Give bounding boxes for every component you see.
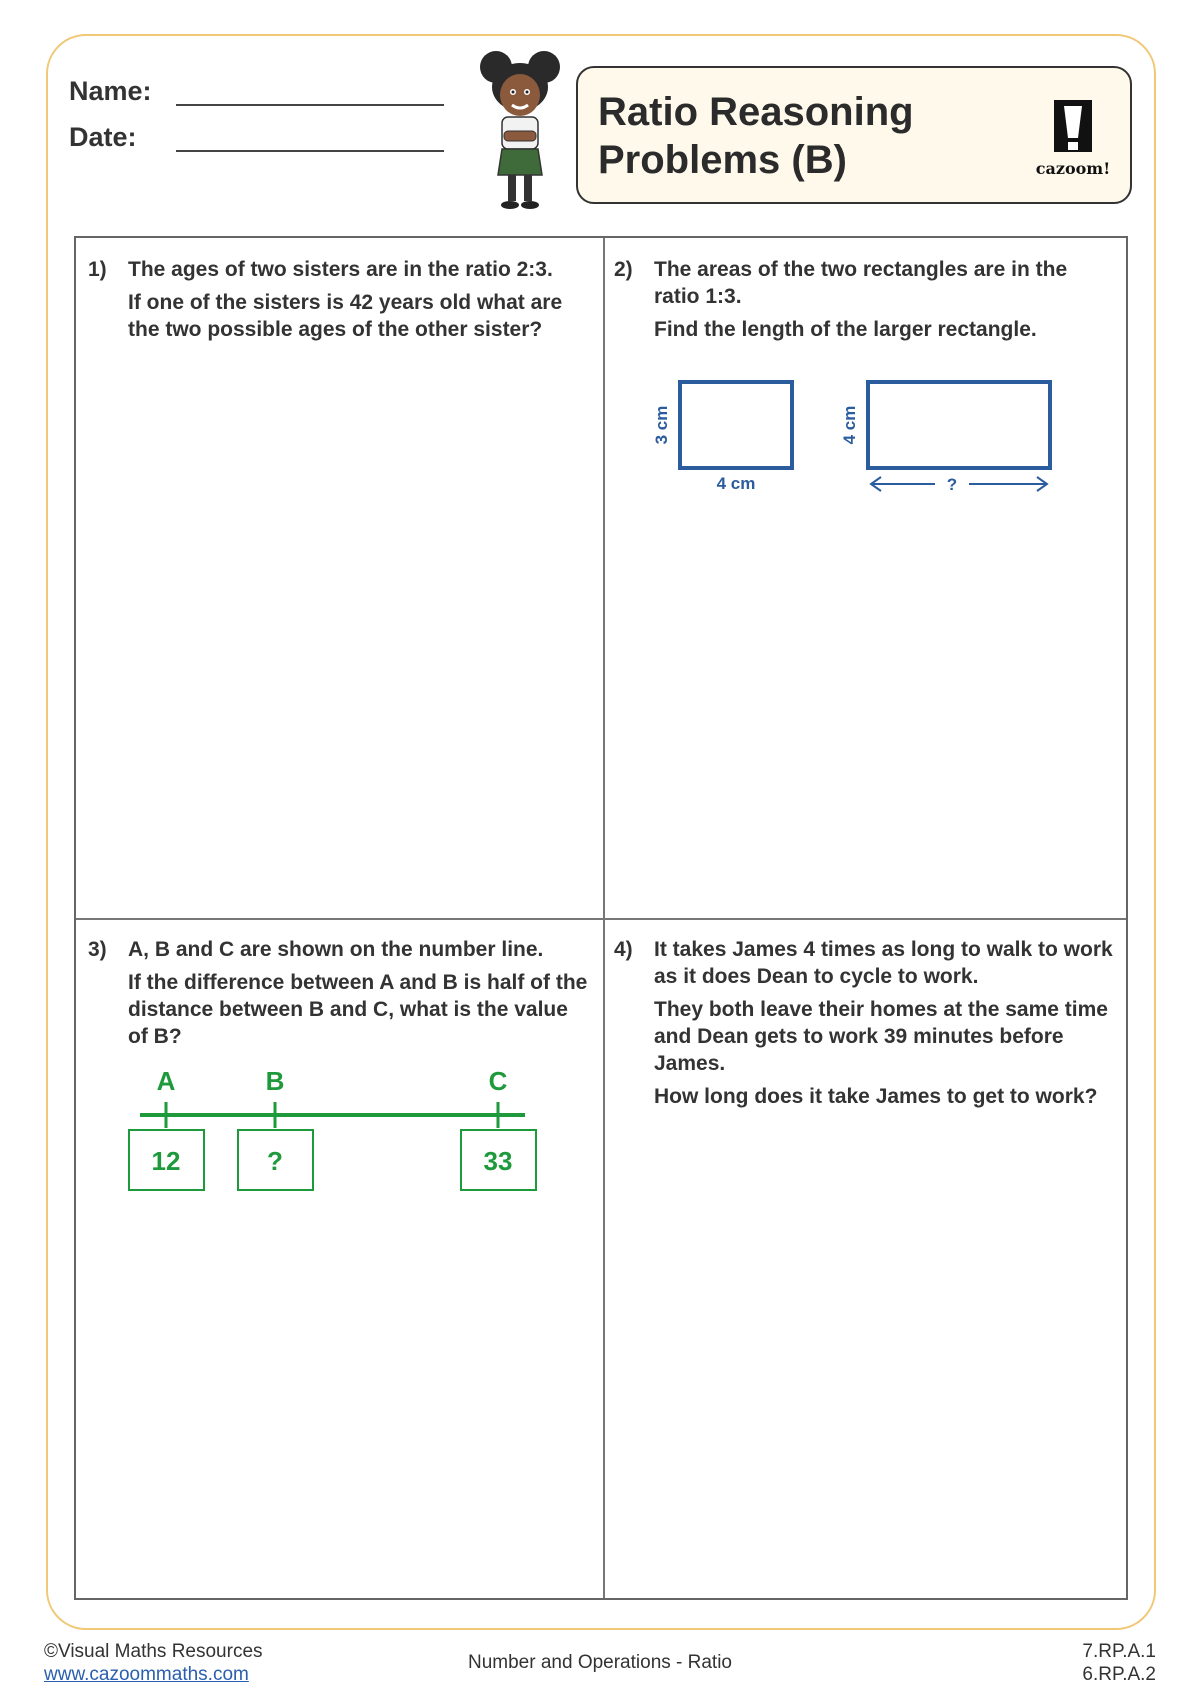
grid-divider-horizontal <box>76 918 1126 920</box>
question-number: 3) <box>88 938 107 961</box>
question-number: 2) <box>614 258 633 281</box>
question-paragraph: The areas of the two rectangles are in the ratio 1:3. <box>654 258 1068 308</box>
small-rectangle <box>680 382 792 468</box>
question-paragraph: They both leave their homes at the same time and Dean gets to work 39 minutes before James. <box>654 998 1108 1075</box>
website-link[interactable]: www.cazoommaths.com <box>44 1664 249 1685</box>
logo-text: cazoom! <box>1035 159 1111 178</box>
name-label: Name: <box>69 76 152 106</box>
question-paragraph: How long does it take James to get to work? <box>654 1085 1098 1108</box>
question-paragraph: The ages of two sisters are in the ratio 2:3. <box>128 258 553 281</box>
rectangles-diagram <box>645 370 1065 500</box>
question-paragraph: A, B and C are shown on the number line. <box>128 938 544 961</box>
question-number: 4) <box>614 938 633 961</box>
name-field[interactable] <box>176 104 444 106</box>
cartoon-girl-illustration <box>460 45 580 215</box>
point-label-b: B <box>265 1066 285 1096</box>
point-value-a: 12 <box>151 1146 181 1176</box>
point-label-c: C <box>488 1066 508 1096</box>
question-text <box>654 936 1114 1116</box>
question-number: 1) <box>88 258 107 281</box>
standard-code: 6.RP.A.2 <box>1082 1664 1156 1685</box>
logo-icon <box>1030 98 1116 156</box>
question-paragraph: If one of the sisters is 42 years old what are the two possible ages of the other sister? <box>128 291 563 341</box>
question-text <box>128 936 588 1056</box>
date-label: Date: <box>69 122 137 152</box>
point-value-c: 33 <box>483 1146 513 1176</box>
small-width-label: 4 cm <box>716 474 756 493</box>
large-width-label: ? <box>946 475 958 494</box>
question-paragraph: It takes James 4 times as long to walk to work as it does Dean to cycle to work. <box>654 938 1113 988</box>
question-paragraph: If the difference between A and B is half of the distance between B and C, what is the value of B? <box>128 971 588 1048</box>
cazoom-logo <box>1030 98 1116 178</box>
question-text <box>654 256 1114 349</box>
footer-standards <box>1082 1640 1156 1686</box>
small-height-label: 3 cm <box>652 405 671 445</box>
footer-topic: Number and Operations - Ratio <box>467 1652 732 1673</box>
title-box <box>576 66 1132 204</box>
title-line-2: Problems (B) <box>598 138 847 182</box>
question-text <box>128 256 568 349</box>
number-line-diagram <box>120 1060 560 1200</box>
page-title <box>598 88 958 184</box>
point-value-b: ? <box>267 1146 283 1176</box>
copyright-text: ©Visual Maths Resources <box>44 1641 263 1662</box>
large-rectangle <box>868 382 1050 468</box>
date-field[interactable] <box>176 150 444 152</box>
title-line-1: Ratio Reasoning <box>598 90 914 134</box>
point-label-a: A <box>156 1066 176 1096</box>
large-height-label: 4 cm <box>840 405 859 445</box>
standard-code: 7.RP.A.1 <box>1082 1641 1156 1662</box>
question-paragraph: Find the length of the larger rectangle. <box>654 318 1037 341</box>
